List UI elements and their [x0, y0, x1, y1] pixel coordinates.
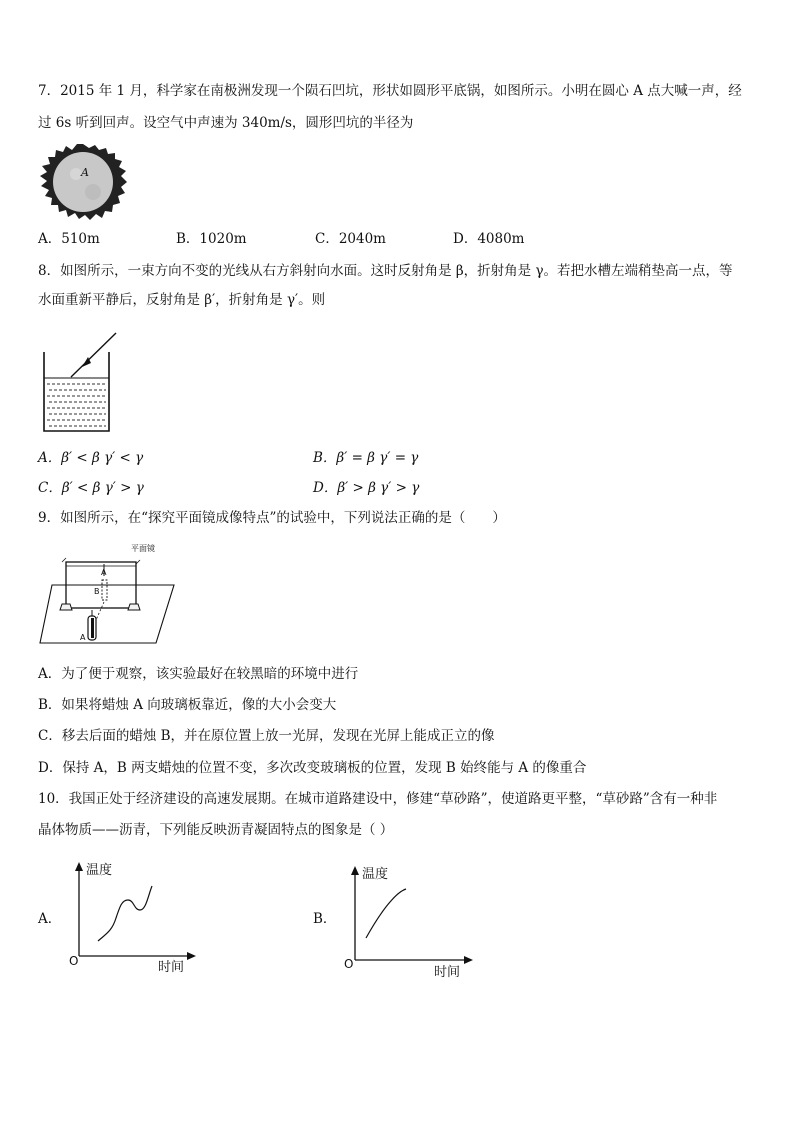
- q10-option-a[interactable]: A．: [38, 911, 62, 927]
- q7-option-d[interactable]: D．4080m: [453, 231, 525, 247]
- q8-stem-line1: 8．如图所示，一束方向不变的光线从右方斜射向水面。这时反射角是 β，折射角是 γ。若把水槽左端稍垫高一点，等: [38, 263, 733, 279]
- q7-option-a[interactable]: A．510m: [38, 231, 100, 247]
- mirror-label: 平面镜: [131, 544, 155, 553]
- graph-b-origin: O: [344, 957, 354, 971]
- q9-stem-line1: 9．如图所示，在“探究平面镜成像特点”的试验中，下列说法正确的是（ ）: [38, 510, 506, 526]
- q10-stem-line1: 10．我国正处于经济建设的高速发展期。在城市道路建设中，修建“草砂路”，使道路更平整，“草砂路”含有一种非: [38, 791, 718, 807]
- q8-option-d[interactable]: D．β′ > β γ′ > γ: [313, 480, 420, 496]
- q8-stem-line2: 水面重新平静后，反射角是 β′，折射角是 γ′。则: [38, 292, 326, 308]
- graph-a-origin: O: [69, 954, 79, 968]
- q7-stem-line1: 7．2015 年 1 月，科学家在南极洲发现一个陨石凹坑，形状如圆形平底锅，如图所示。小明在圆心 A 点大喊一声，经: [38, 83, 742, 99]
- graph-a: [62, 856, 202, 976]
- graph-b-ylabel: 温度: [362, 867, 389, 882]
- q9-option-d[interactable]: D．保持 A，B 两支蜡烛的位置不变，多次改变玻璃板的位置，发现 B 始终能与 A 的像重合: [38, 760, 587, 776]
- q9-option-a[interactable]: A．为了便于观察，该实验最好在较黑暗的环境中进行: [38, 666, 359, 682]
- q9-option-c[interactable]: C．移去后面的蜡烛 B，并在原位置上放一光屏，发现在光屏上能成正立的像: [38, 728, 495, 744]
- candle-a-label: A: [80, 633, 86, 642]
- q8-option-b[interactable]: B．β′ = β γ′ = γ: [313, 450, 419, 466]
- q10-option-b[interactable]: B．: [313, 911, 337, 927]
- q8-option-c[interactable]: C．β′ < β γ′ > γ: [38, 480, 144, 496]
- q9-option-b[interactable]: B．如果将蜡烛 A 向玻璃板靠近，像的大小会变大: [38, 697, 337, 713]
- crater-figure: [38, 144, 128, 220]
- q10-stem-line2: 晶体物质——沥青，下列能反映沥青凝固特点的图象是（ ）: [38, 822, 394, 838]
- q7-option-b[interactable]: B．1020m: [176, 231, 247, 247]
- crater-center-label: A: [81, 166, 89, 179]
- plane-mirror-figure: [38, 540, 178, 648]
- water-tank-figure: [40, 330, 150, 436]
- graph-b: [335, 858, 475, 980]
- q7-option-c[interactable]: C．2040m: [315, 231, 386, 247]
- candle-b-label: B: [94, 587, 100, 596]
- q8-option-a[interactable]: A．β′ < β γ′ < γ: [38, 450, 144, 466]
- candle-image-label: A: [101, 568, 107, 577]
- graph-a-ylabel: 温度: [86, 863, 113, 878]
- q7-stem-line2: 过 6s 听到回声。设空气中声速为 340m/s，圆形凹坑的半径为: [38, 115, 414, 131]
- graph-a-xlabel: 时间: [158, 960, 185, 975]
- graph-b-xlabel: 时间: [434, 965, 461, 980]
